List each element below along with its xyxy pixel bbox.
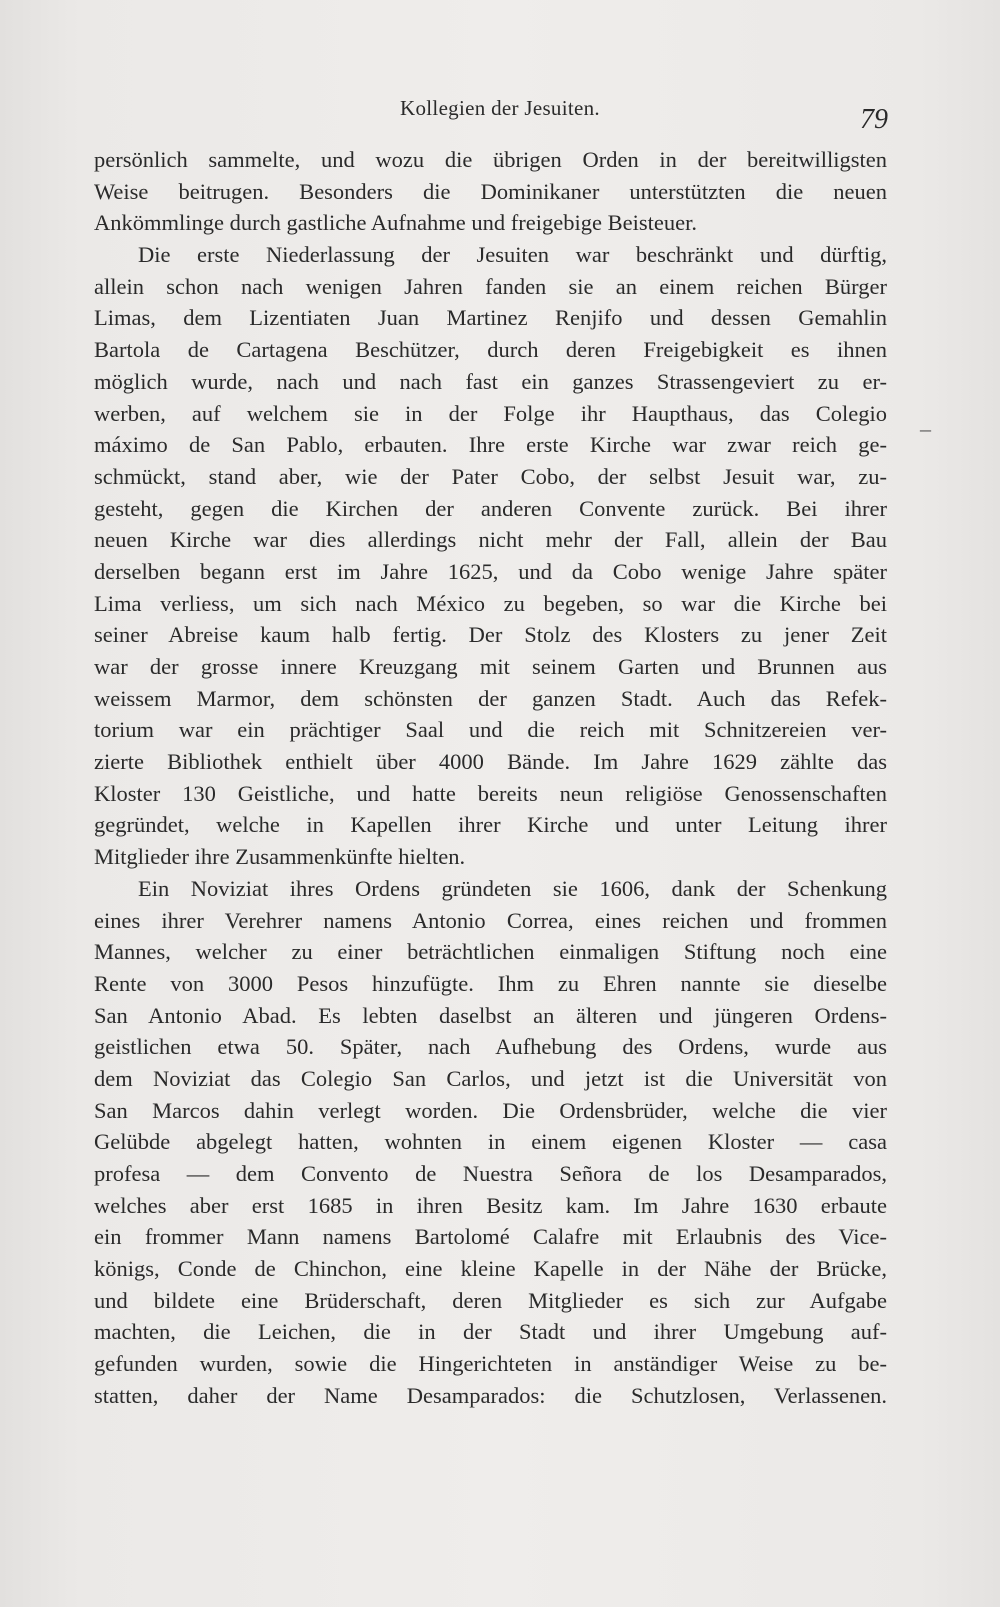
text-line: San Antonio Abad. Es lebten daselbst an älteren und jüngeren Ordens- bbox=[94, 1002, 887, 1028]
text-line: machten, die Leichen, die in der Stadt und ihrer Umgebung auf- bbox=[94, 1319, 887, 1345]
text-line: Mannes, welcher zu einer beträchtlichen einmaligen Stiftung noch eine bbox=[94, 939, 887, 965]
text-line: gesteht, gegen die Kirchen der anderen Convente zurück. Bei ihrer bbox=[94, 495, 887, 521]
text-line: máximo de San Pablo, erbauten. Ihre erste Kirche war zwar reich ge- bbox=[94, 432, 887, 458]
text-line: Ankömmlinge durch gastliche Aufnahme und freigebige Beisteuer. bbox=[94, 210, 697, 236]
text-line: Gelübde abgelegt hatten, wohnten in einem eigenen Kloster — casa bbox=[94, 1129, 887, 1155]
text-line: neuen Kirche war dies allerdings nicht mehr der Fall, allein der Bau bbox=[94, 527, 887, 553]
text-line: werben, auf welchem sie in der Folge ihr Haupthaus, das Colegio bbox=[94, 400, 887, 426]
text-line: allein schon nach wenigen Jahren fanden sie an einem reichen Bürger bbox=[94, 273, 887, 299]
text-line: Rente von 3000 Pesos hinzufügte. Ihm zu Ehren nannte sie dieselbe bbox=[94, 970, 887, 996]
text-line: königs, Conde de Chinchon, eine kleine Kapelle in der Nähe der Brücke, bbox=[94, 1256, 887, 1282]
text-line: Mitglieder ihre Zusammenkünfte hielten. bbox=[94, 844, 466, 870]
paragraph-first-line: Ein Noviziat ihres Ordens gründeten sie 1606, dank der Schenkung bbox=[138, 875, 887, 901]
text-line: Bartola de Cartagena Beschützer, durch deren Freigebigkeit es ihnen bbox=[94, 337, 887, 363]
margin-mark: – bbox=[920, 416, 931, 441]
body-text bbox=[94, 144, 887, 1412]
text-line: welches aber erst 1685 in ihren Besitz kam. Im Jahre 1630 erbaute bbox=[94, 1192, 887, 1218]
page-number: 79 bbox=[860, 104, 888, 135]
text-line: statten, daher der Name Desamparados: die Schutzlosen, Verlassenen. bbox=[94, 1382, 887, 1408]
text-line: geistlichen etwa 50. Später, nach Aufhebung des Ordens, wurde aus bbox=[94, 1034, 887, 1060]
text-line: gegründet, welche in Kapellen ihrer Kirche und unter Leitung ihrer bbox=[94, 812, 887, 838]
text-line: seiner Abreise kaum halb fertig. Der Stolz des Klosters zu jener Zeit bbox=[94, 622, 887, 648]
text-line: Weise beitrugen. Besonders die Dominikaner unterstützten die neuen bbox=[94, 178, 887, 204]
text-line: profesa — dem Convento de Nuestra Señora de los Desamparados, bbox=[94, 1161, 887, 1186]
text-line: weissem Marmor, dem schönsten der ganzen Stadt. Auch das Refek- bbox=[94, 685, 887, 711]
text-line: dem Noviziat das Colegio San Carlos, und jetzt ist die Universität von bbox=[94, 1065, 887, 1091]
text-line: San Marcos dahin verlegt worden. Die Ordensbrüder, welche die vier bbox=[94, 1097, 887, 1123]
text-line: und bildete eine Brüderschaft, deren Mitglieder es sich zur Aufgabe bbox=[94, 1287, 887, 1313]
text-line: war der grosse innere Kreuzgang mit seinem Garten und Brunnen aus bbox=[94, 654, 887, 679]
text-line: Lima verliess, um sich nach México zu begeben, so war die Kirche bei bbox=[94, 590, 887, 616]
text-line: ein frommer Mann namens Bartolomé Calafre mit Erlaubnis des Vice- bbox=[94, 1224, 887, 1250]
text-line: Limas, dem Lizentiaten Juan Martinez Renjifo und dessen Gemahlin bbox=[94, 305, 887, 331]
text-line: möglich wurde, nach und nach fast ein ganzes Strassengeviert zu er- bbox=[94, 368, 887, 394]
text-line: persönlich sammelte, und wozu die übrigen Orden in der bereitwilligsten bbox=[94, 147, 887, 172]
text-line: Kloster 130 Geistliche, und hatte bereits neun religiöse Genossenschaften bbox=[94, 780, 887, 806]
running-title: Kollegien der Jesuiten. bbox=[400, 96, 600, 120]
paragraph-first-line: Die erste Niederlassung der Jesuiten war beschränkt und dürftig, bbox=[138, 242, 887, 268]
text-line: torium war ein prächtiger Saal und die reich mit Schnitzereien ver- bbox=[94, 717, 887, 743]
text-line: gefunden wurden, sowie die Hingerichteten in anständiger Weise zu be- bbox=[94, 1351, 887, 1377]
text-line: eines ihrer Verehrer namens Antonio Correa, eines reichen und frommen bbox=[94, 907, 887, 933]
text-line: schmückt, stand aber, wie der Pater Cobo, der selbst Jesuit war, zu- bbox=[94, 463, 887, 489]
text-line: derselben begann erst im Jahre 1625, und da Cobo wenige Jahre später bbox=[94, 558, 887, 584]
text-line: zierte Bibliothek enthielt über 4000 Bände. Im Jahre 1629 zählte das bbox=[94, 749, 887, 775]
